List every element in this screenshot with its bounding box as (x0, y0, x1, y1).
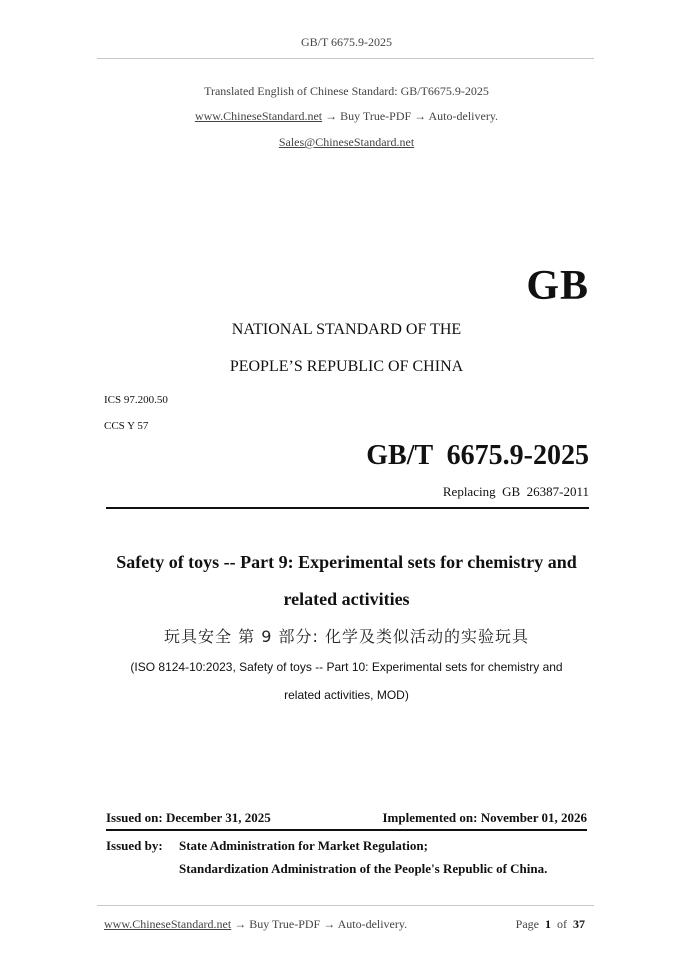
running-header: GB/T 6675.9-2025 (300, 35, 393, 49)
page-total: 37 (573, 917, 585, 931)
sales-email-link[interactable]: Sales@ChineseStandard.net (278, 135, 415, 149)
site-link[interactable]: www.ChineseStandard.net (194, 109, 323, 123)
national-standard-line1: NATIONAL STANDARD OF THE (231, 321, 462, 338)
iso-reference-line2: related activities, MOD) (284, 688, 409, 702)
implemented-on-date: Implemented on: November 01, 2026 (382, 810, 587, 825)
document-title-chinese: 玩具安全 第 9 部分: 化学及类似活动的实验玩具 (164, 627, 529, 646)
issuer-line2: Standardization Administration of the People's Republic of China. (179, 861, 548, 876)
header-divider (97, 58, 594, 59)
page-current: 1 (545, 917, 551, 931)
purchase-notice (0, 109, 693, 124)
ccs-code: CCS Y 57 (104, 420, 149, 432)
standard-number: GB/T 6675.9-2025 (366, 440, 589, 471)
purchase-notice-text: → Buy True-PDF → Auto-delivery. (322, 109, 499, 123)
footer-site-link[interactable]: www.ChineseStandard.net (104, 917, 232, 931)
national-standard-line2: PEOPLE’S REPUBLIC OF CHINA (229, 358, 464, 375)
replacing-note: Replacing GB 26387-2011 (442, 484, 589, 499)
ics-code: ICS 97.200.50 (104, 394, 168, 406)
issued-by-label: Issued by: (106, 838, 163, 853)
translation-notice: Translated English of Chinese Standard: GB/T6675.9-2025 (204, 84, 489, 98)
page-of: of (557, 917, 567, 931)
page-indicator (516, 917, 585, 932)
document-title-line1: Safety of toys -- Part 9: Experimental sets for chemistry and (116, 552, 577, 572)
document-title-line2: related activities (283, 589, 410, 609)
footer-purchase-notice (104, 917, 407, 932)
issued-on-date: Issued on: December 31, 2025 (106, 810, 271, 825)
footer-purchase-text: → Buy True-PDF → Auto-delivery. (231, 917, 408, 931)
footer-divider (97, 905, 594, 906)
gb-logo: GB (526, 263, 589, 309)
sales-contact (0, 135, 693, 150)
dates-divider (106, 829, 587, 831)
iso-reference-line1: (ISO 8124-10:2023, Safety of toys -- Part 10: Experimental sets for chemistry and (130, 660, 563, 674)
issuer-line1: State Administration for Market Regulation; (179, 838, 428, 853)
page-label: Page (515, 917, 539, 931)
title-divider (106, 507, 589, 509)
